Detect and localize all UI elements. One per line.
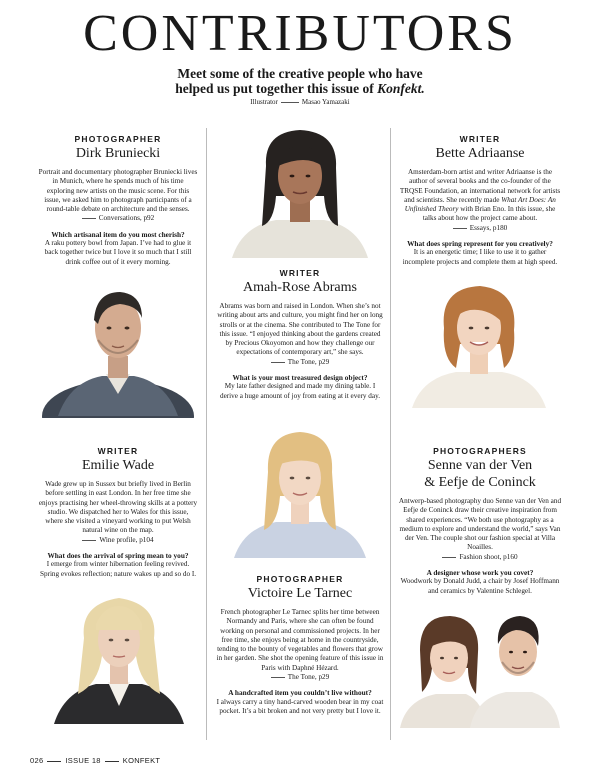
contributor-name: Emilie Wade: [81, 458, 155, 473]
bio-text: Amsterdam-born artist and writer Adriaanse is the author of several books and the co-founder of the TRQSE Foundation, an international network for artists and scientists. She recently made: [399, 168, 561, 204]
divider: [47, 761, 61, 762]
divider: [82, 540, 96, 541]
page-subtitle: [150, 66, 450, 96]
contributor-bio: French photographer Le Tarnec splits her time between Normandy and Paris, where she can often be found working on personal and commissioned projects. In her free time, she enjoys being at home in the countryside, tending to the bounty of vegetables and flowers that grow in her garden. She shot the opening feature of this issue in Paris with Daphné Hézard.: [216, 608, 384, 672]
answer: I always carry a tiny hand-carved wooden bear in my coat pocket. It’s a bit broken and not very pretty but I love it.: [216, 697, 384, 715]
contributor-senne-eefje: [398, 446, 562, 596]
contributor-bio: Wade grew up in Sussex but briefly lived in Berlin before settling in east London. In her free time she enjoys practising her wheel-throwing skills at a pottery studio. We dispatched her to Wales for this issue, where she visited a vineyard working to put Welsh natural wine on the map.: [38, 480, 198, 535]
contributor-bette: [398, 134, 562, 267]
answer: A raku pottery bowl from Japan. I’ve had to glue it back together twice but I love it so much that I still drink coffee out of it every morning.: [44, 239, 192, 266]
contributor-role: WRITER: [459, 134, 501, 144]
contributor-name: Bette Adriaanse: [435, 146, 525, 161]
question: Which artisanal item do you most cherish?: [51, 229, 185, 239]
contributor-role: WRITER: [279, 268, 321, 278]
question: A designer whose work you covet?: [426, 568, 534, 578]
contributor-name-line-2: & Eefje de Coninck: [424, 475, 536, 490]
contributor-role: PHOTOGRAPHERS: [433, 446, 527, 456]
subtitle-line-1: Meet some of the creative people who have: [177, 66, 423, 81]
page-reference: [216, 358, 384, 367]
illustrator-name: Masao Yamazaki: [301, 98, 350, 106]
divider: [281, 102, 299, 103]
illustrator-credit: [150, 98, 450, 106]
column-divider-left: [206, 128, 207, 740]
answer: I emerge from winter hibernation feeling revived. Spring evokes reflection; nature wakes up and so do I.: [39, 560, 197, 578]
column-divider-right: [390, 128, 391, 740]
divider: [271, 677, 285, 678]
contributor-bio: Antwerp-based photography duo Senne van der Ven and Eefje de Coninck draw their creative inspiration from shared experiences. “We both use photography as a medium to explore and understand the world,” says Van der Ven. The couple shot our fashion special at Villa Noailles.: [398, 497, 562, 552]
contributor-emilie: [38, 446, 198, 579]
page-reference-text: Wine profile, p104: [99, 535, 154, 544]
contributor-role: WRITER: [97, 446, 139, 456]
page-reference-text: The Tone, p29: [287, 673, 330, 682]
page-reference: [398, 553, 562, 562]
page-reference-text: Conversations, p92: [98, 214, 155, 223]
issue-number: ISSUE 18: [65, 756, 101, 765]
contributor-amah: [216, 268, 384, 401]
page-footer: [30, 756, 160, 765]
portrait-victoire: [226, 426, 374, 558]
bio-text: with Brian Eno. In this issue, she talks about how the project came about.: [422, 205, 556, 223]
magazine-name: Konfekt.: [377, 81, 425, 96]
contributor-dirk: [38, 134, 198, 267]
contributor-victoire: [216, 574, 384, 716]
contributor-bio: [398, 168, 562, 224]
contributor-bio: Portrait and documentary photographer Bruniecki lives in Munich, where he spends much of his time exploring new artists on the music scene. For this issue, we asked him to photograph participants of a round-table debate on architecture and the senses.: [38, 168, 198, 214]
portrait-amah: [226, 126, 374, 258]
answer: It is an energetic time; I like to use it to gather incomplete projects and complete them at high speed.: [402, 248, 558, 266]
divider: [271, 362, 285, 363]
question: A handcrafted item you couldn’t live without?: [228, 688, 372, 698]
magazine-name-footer: KONFEKT: [122, 756, 161, 765]
divider: [105, 761, 119, 762]
divider: [442, 557, 456, 558]
illustrator-label: Illustrator: [250, 98, 278, 106]
page-reference: [38, 536, 198, 545]
contributor-role: PHOTOGRAPHER: [256, 574, 344, 584]
page-reference: [38, 214, 198, 223]
contributor-name-line-1: Senne van der Ven: [427, 458, 533, 473]
contributor-role: PHOTOGRAPHER: [74, 134, 162, 144]
answer: Woodwork by Donald Judd, a chair by Josef Hoffmann and ceramics by Valentine Schlegel.: [400, 577, 560, 595]
page-reference-text: Fashion shoot, p160: [459, 552, 518, 561]
question: What does spring represent for you creatively?: [407, 239, 553, 249]
portrait-dirk: [40, 278, 196, 418]
page-number: 026: [30, 756, 44, 765]
contributor-name: Victoire Le Tarnec: [247, 586, 353, 601]
portrait-emilie: [44, 584, 194, 724]
page-reference: [216, 673, 384, 682]
page-title: CONTRIBUTORS: [83, 5, 517, 62]
subtitle-line-2: helped us put together this issue of: [175, 81, 378, 96]
page-reference: [398, 224, 562, 233]
divider: [453, 228, 467, 229]
question: What is your most treasured design object?: [232, 373, 368, 383]
contributor-name: Amah-Rose Abrams: [243, 280, 357, 295]
page-reference-text: Essays, p180: [469, 223, 508, 232]
contributor-name: Dirk Bruniecki: [75, 146, 161, 161]
book-title: What Art Does: An Unfinished Theory: [404, 195, 556, 214]
portrait-senne-eefje: [396, 604, 562, 728]
question: What does the arrival of spring mean to you?: [47, 551, 189, 561]
answer: My late father designed and made my dining table. I derive a huge amount of joy from eating at it every day.: [220, 382, 380, 400]
divider: [82, 218, 96, 219]
page-reference-text: The Tone, p29: [287, 357, 330, 366]
portrait-bette: [404, 278, 554, 408]
contributor-bio: Abrams was born and raised in London. When she’s not writing about arts and culture, you might find her on long strolls or at the cinema. She contributed to The Tone for this issue. “I enjoyed thinking about the gardens created by Precious Okoyomon and how they challenge our expectations of contemporary art,” she says.: [217, 302, 383, 357]
